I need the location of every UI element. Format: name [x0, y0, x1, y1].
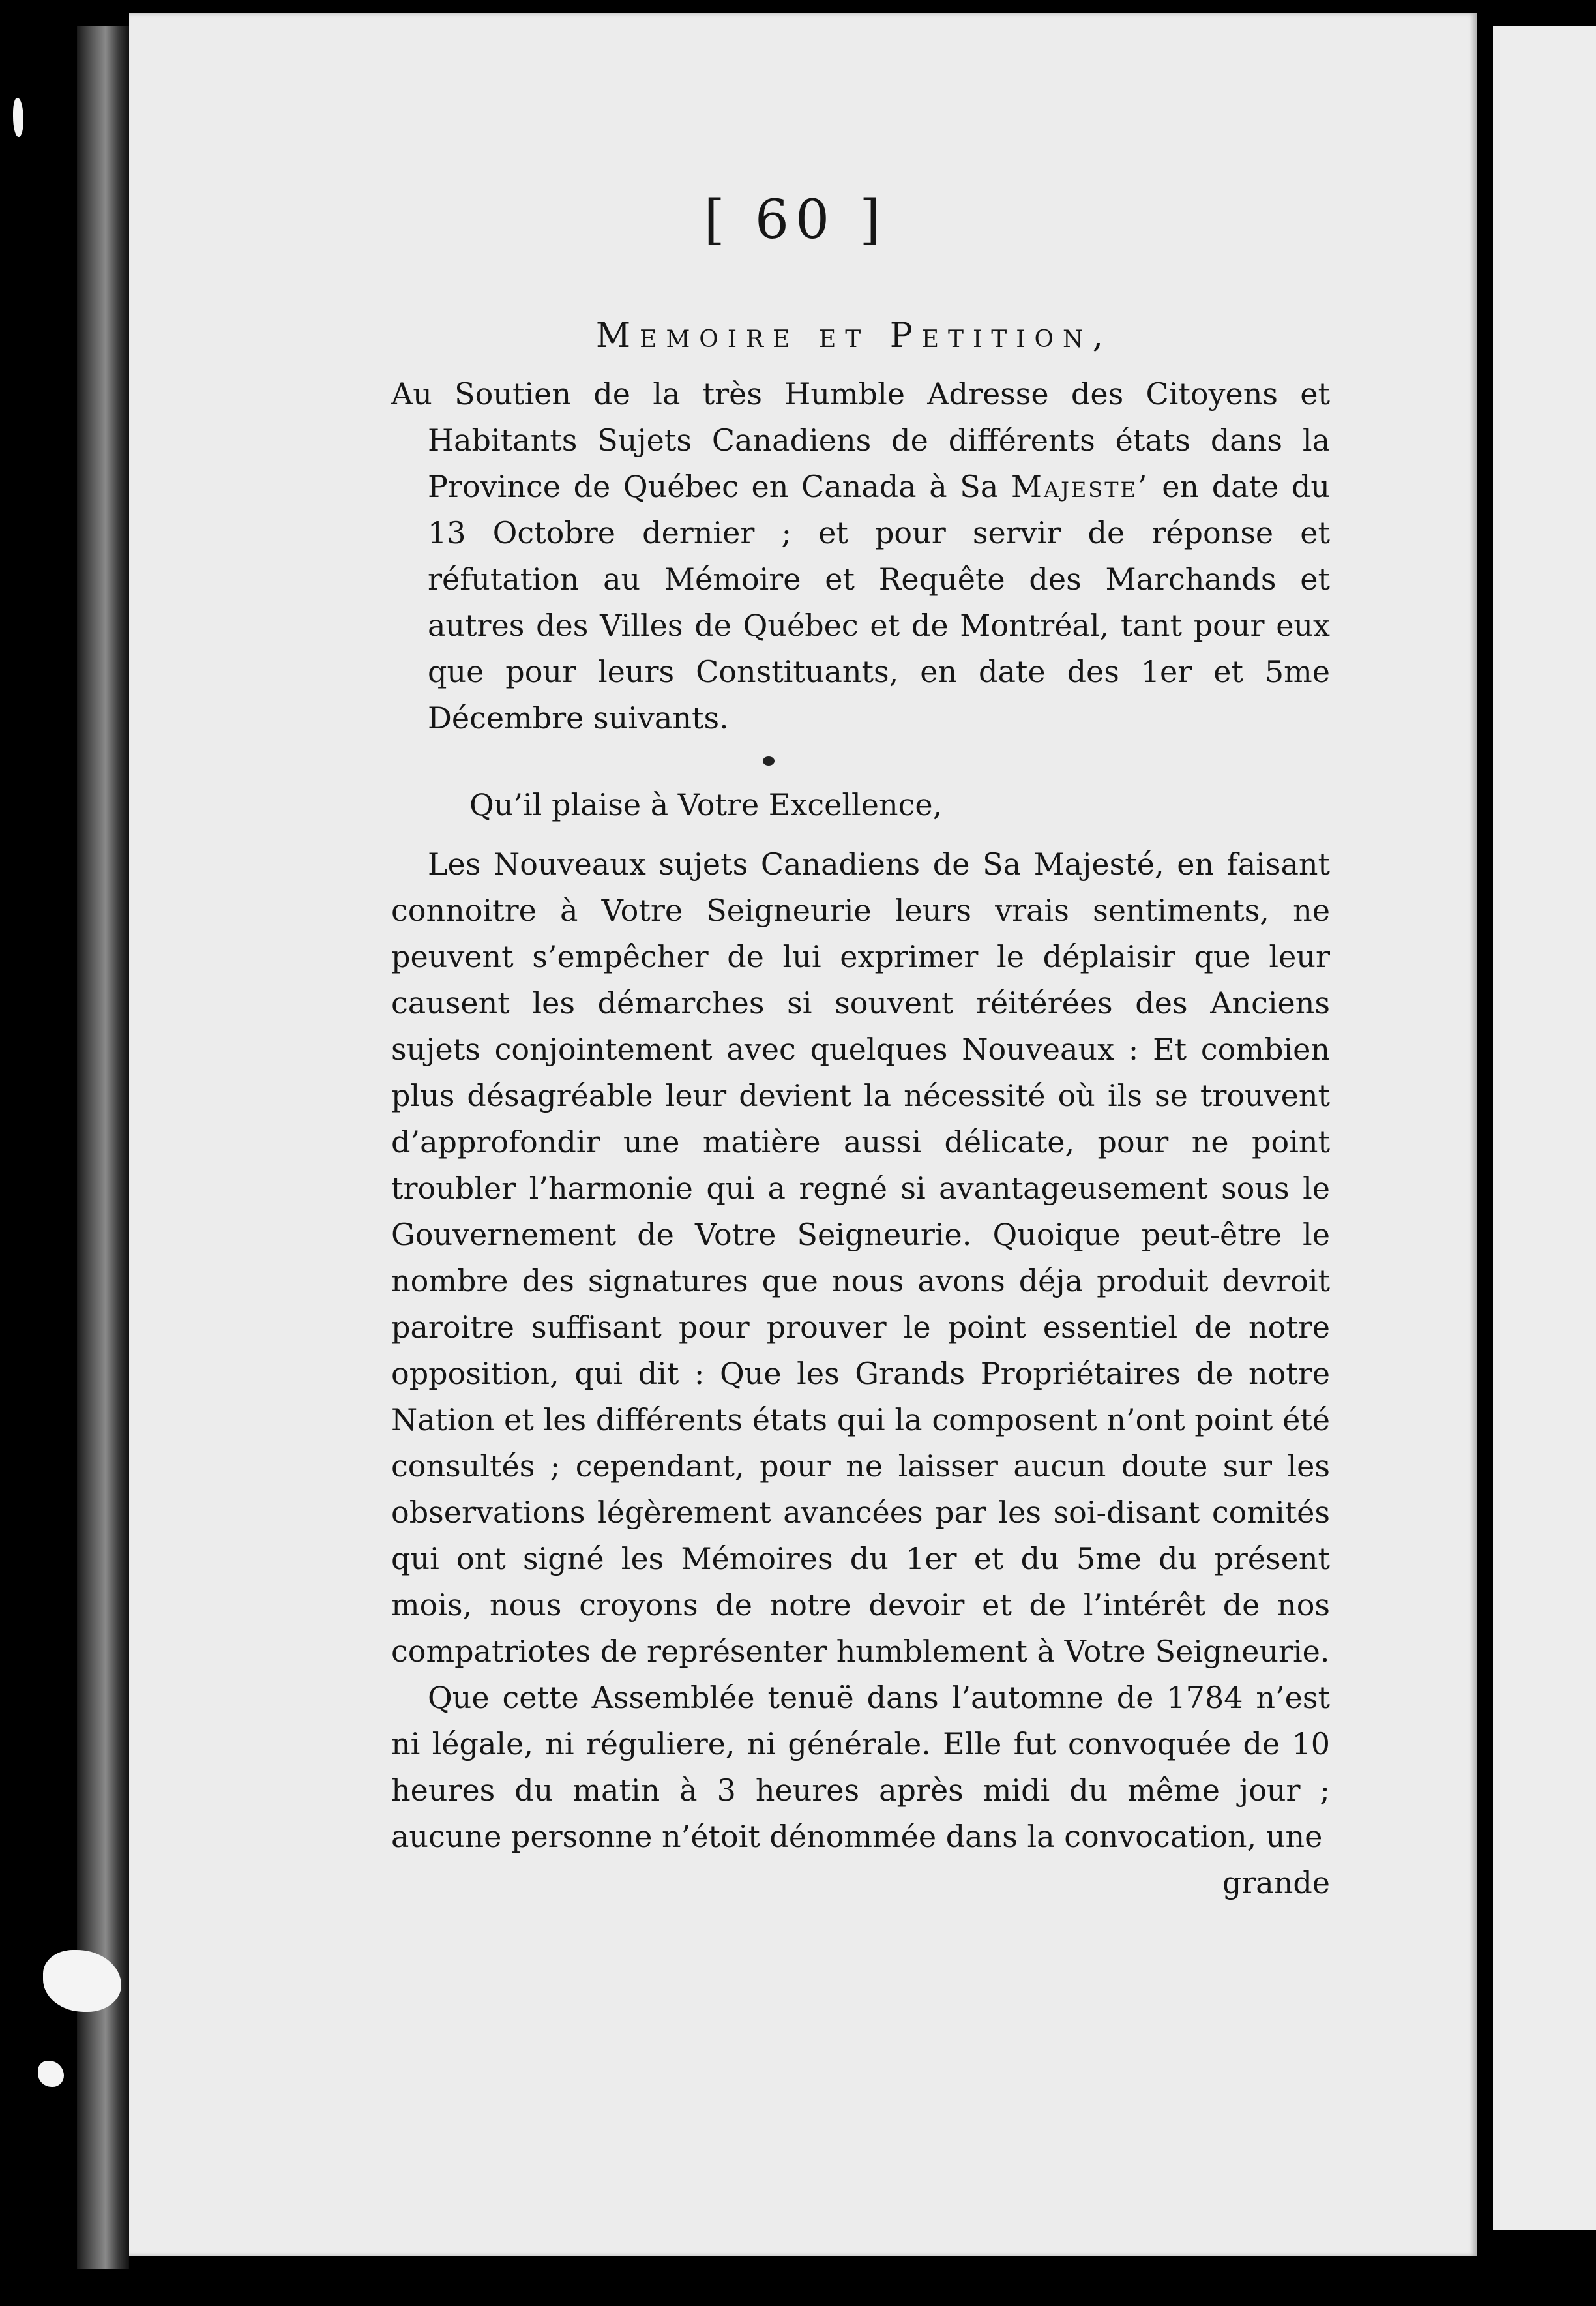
document-subtitle — [391, 371, 1330, 741]
paper-damage-speck — [38, 2061, 64, 2087]
catchword: grande — [1222, 1865, 1330, 1900]
document-title: Memoire et Petition, — [595, 316, 1113, 355]
subtitle-majeste: Majeste’ — [1011, 469, 1149, 504]
subtitle-text-part-2: en date du 13 Octobre dernier ; et pour servir de réponse et réfutation au Mémoire et Requête des Marchands et autres des Villes de Québec et de Montréal, tant pour eux que pour leurs Constituants, en date des 1er et 5me Décembre suivants. — [428, 469, 1330, 736]
page-number: [ 60 ] — [703, 189, 887, 251]
book-binding-edge — [77, 26, 129, 2269]
body-paragraph-2: Que cette Assemblée tenuë dans l’automne de 1784 n’est ni légale, ni réguliere, ni générale. Elle fut convoquée de 10 heures du matin à 3 heures après midi du même jour ; aucune personne n’étoit dénommée dans la convocation, une — [391, 1680, 1330, 1854]
body-paragraph-1: Les Nouveaux sujets Canadiens de Sa Majesté, en faisant connoitre à Votre Seigneurie leurs vrais sentiments, ne peuvent s’empêcher de lui exprimer le déplaisir que leur causent les démarches si souvent réitérées des Anciens sujets conjointement avec quelques Nouveaux : Et combien plus désagréable leur devient la nécessité où ils se trouvent d’approfondir une matière aussi délicate, pour ne point troubler l’harmonie qui a regné si avantageusement sous le Gouvernement de Votre Seigneurie. Quoique peut-être le nombre des signatures que nous avons déja produit devroit paroitre suffisant pour prouver le point essentiel de notre opposition, qui dit : Que les Grands Propriétaires de notre Nation et les différents états qui la composent n’ont point été consultés ; cependant, pour ne laisser aucun doute sur les observations légèrement avancées par les soi-disant comités qui ont signé les Mémoires du 1er et du 5me du présent mois, nous croyons de notre devoir et de l’intérêt de nos compatriotes de représenter humblement à Votre Seigneurie. — [391, 846, 1330, 1669]
subtitle-text-part-1: Au Soutien de la très Humble Adresse des Citoyens et Habitants Sujets Canadiens de différents états dans la Province de Québec en Canada à Sa — [391, 376, 1330, 504]
salutation: Qu’il plaise à Votre Excellence, — [469, 787, 943, 822]
page-text-column — [391, 189, 1330, 1906]
adjacent-page-edge — [1493, 26, 1596, 2230]
paper-damage-speck — [13, 98, 23, 137]
